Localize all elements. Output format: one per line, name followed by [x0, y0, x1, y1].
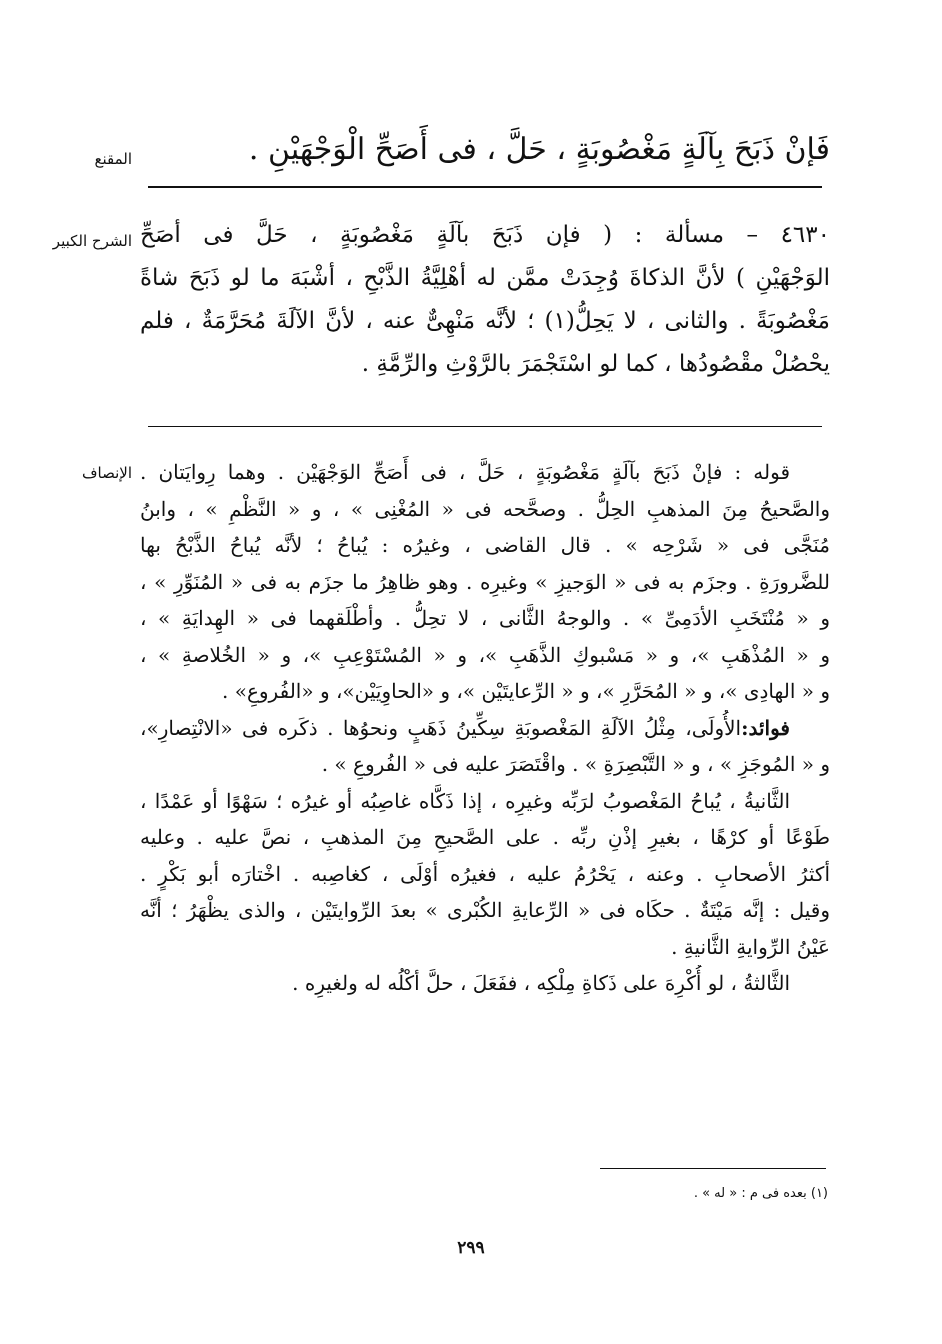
muqni-text-block: [140, 124, 830, 176]
sharh-line: ٤٦٣٠ – مسألة : ( فإن ذَبَحَ بآلَةٍ مَغْصُوبَةٍ ، حَلَّ فى أصَحِّ: [140, 222, 830, 248]
sharh-line: مَغْصُوبَةً . والثانى ، لا يَحِلُّ(١) ؛ لأنَّه مَنْهِىٌّ عنه ، لأنَّ الآلَةَ مُحَرَّمَةٌ ، فلم: [140, 308, 830, 334]
label-muqni: المقنع: [94, 150, 132, 168]
sharh-line: الوَجْهَيْنِ ) لأنَّ الذكاةَ وُجِدَتْ ممَّن له أهْلِيَّةُ الذَّبْحِ ، أشْبَهَ ما لو ذَبَحَ شاةً: [140, 265, 830, 291]
second-fa-ida-line: وقيل : إنَّه مَيْتَةٌ . حكَاه فى « الرِّعايةِ الكُبْرى » بعدَ الرِّوايتَيْن ، والذى يظْهَرُ ؛ أنَّه: [140, 898, 830, 922]
fawaid-heading: فوائد:: [741, 715, 790, 740]
sharh-line: يحْصُلْ مقْصُودُها ، كما لو اسْتَجْمَرَ بالرَّوْثِ والرِّمَّةِ .: [361, 351, 830, 377]
insaf-text-block: [140, 454, 830, 1002]
second-fa-ida-line: عَيْنُ الرِّوايةِ الثَّانيةِ .: [671, 934, 830, 959]
insaf-line: مُنَجَّى فى « شَرْحِه » . قال القاضى ، وغيرُه : يُباحُ ؛ لأنَّه يُباحُ الذَّبْحُ بها: [140, 533, 830, 557]
insaf-line: والصَّحيحُ مِنَ المذهبِ الحِلُّ . وصحَّحه فى « المُغْنِى » ، و « النَّظْمِ » ، وابنُ: [140, 496, 830, 521]
second-fa-ida-line: أكثرُ الأصحابِ . وعنه ، يَحْرُمُ عليه ، فغيرُه أوْلَى ، كغاصِبه . اخْتارَه أبو بَكْرٍ .: [140, 861, 830, 886]
insaf-line: قوله : فإنْ ذَبَحَ بآلَةٍ مَغْصُوبَةٍ ، حَلَّ ، فى أَصَحِّ الوَجْهَيْن . وهما رِوايَتان .: [140, 460, 790, 484]
label-insaf: الإنصاف: [81, 464, 132, 482]
fawaid-line: و « المُوجَزِ » ، و « التَّبْصِرَةِ » . واقْتَصَرَ عليه فى « الفُروعِ » .: [321, 752, 830, 776]
footnote-rule: [600, 1168, 826, 1169]
fawaid-text: الأُولَى، مِثْلُ الآلَةِ المَغْصوبَةِ سِكِّينُ ذَهَبٍ ونحوُها . ذكَره فى «الانْتِصارِ»،: [140, 715, 742, 740]
insaf-line: و « المُذْهَبِ »، و « مَسْبوكِ الذَّهَبِ »، و « المُسْتَوْعِبِ »، و « الخُلاصةِ » ،: [140, 642, 830, 667]
second-fa-ida-line: طَوْعًا أو كرْهًا ، بغيرِ إذْنِ ربِّه . على الصَّحيحِ مِنَ المذهبِ ، نصَّ عليه . وعليه: [140, 825, 830, 849]
divider-rule-middle: [148, 426, 822, 427]
sharh-text-block: [140, 214, 830, 386]
insaf-line: و « مُنْتَخَبِ الأدَمِىِّ » . والوجهُ الثَّانى ، لا تحِلُّ . وأطْلَقهما فى « الهِدايَةِ » ،: [140, 606, 830, 630]
insaf-line: للضَّرورَةِ . وجزَم به فى « الوَجيزِ » وغيرِه . وهو ظاهِرُ ما جزَم به فى « المُنَوِّرِ » ،: [140, 569, 830, 594]
insaf-line: و « الهادِى »، و « المُحَرَّرِ »، و « الرِّعايتَيْن »، و «الحاوِيَيْن»، و «الفُروعِ» .: [222, 679, 830, 703]
label-sharh: الشرح الكبير: [52, 232, 132, 250]
muqni-line: فَإنْ ذَبَحَ بِآلَةٍ مَغْصُوبَةٍ ، حَلَّ ، فى أَصَحِّ الْوَجْهَيْنِ .: [248, 132, 830, 167]
footnote: (١) بعده فى م : « له » .: [693, 1186, 828, 1201]
third-fa-ida-line: الثَّالثةُ ، لو أُكْرِهَ على ذَكاةِ مِلْكِه ، ففَعَلَ ، حلَّ أكْلُه له ولغيرِه .: [292, 971, 790, 995]
divider-rule-top: [148, 186, 822, 188]
fawaid-line: [140, 710, 830, 747]
second-fa-ida-line: الثَّانيةُ ، يُباحُ المَغْصوبُ لرَبِّه وغيرِه ، إذا ذَكَّاه غاصِبُه أو غيرُه ؛ سَهْوًا أو عَمْدًا ،: [140, 788, 790, 813]
page-number: ٢٩٩: [457, 1238, 485, 1258]
